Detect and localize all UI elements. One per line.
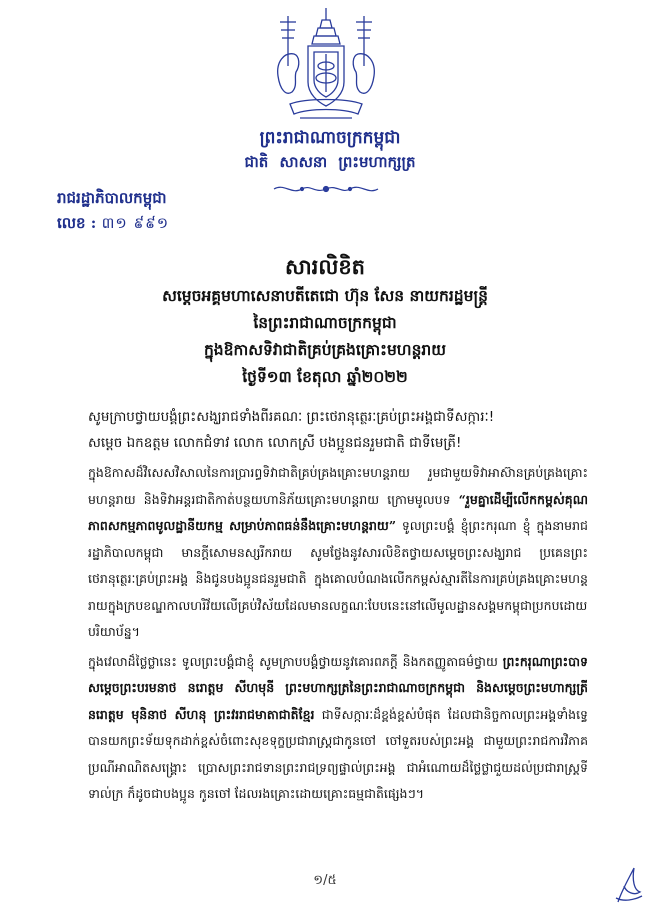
message-title-block xyxy=(60,252,590,390)
national-motto xyxy=(225,153,435,175)
paragraph-2-body: ជាទីសក្ការៈដ៏ខ្ពង់ខ្ពស់បំផុត ដែលជានិច្ចកាលព្រះអង្គទាំងទ្វេបានយកព្រះទ័យទុកដាក់ខ្ពស់ចំពោះសុខទុក្ខប្រជារាស្ត្រជាកូនចៅ ចៅទួតរបស់ព្រះអង្គ ជាមួយព្រះរាជការវិភាគប្រណីអាណិតសង្គ្រោះ ប្រោសព្រះរាជទានព្រះរាជទ្រព្យផ្ទាល់ព្រះអង្គ ជាអំណោយដ៏ថ្លៃថ្លាជួយដល់ប្រជារាស្ត្រទីទាល់ក្រ ក៏ដូចជាបងប្អូន កូនចៅ ដែលរងគ្រោះដោយគ្រោះធម្មជាតិផ្សេងៗ។ xyxy=(88,706,588,801)
motto-religion: សាសនា xyxy=(279,153,328,171)
title-line-occasion: ក្នុងឱកាសទិវាជាតិគ្រប់គ្រងគ្រោះមហន្តរាយ xyxy=(203,340,447,359)
salutation-line-public: សម្ដេច ឯកឧត្តម លោកជំទាវ លោក លោកស្រី បងប្អូនជនរួមជាតិ ជាទីមេត្រី! xyxy=(88,435,462,451)
government-office-label: រាជរដ្ឋាភិបាលកម្ពុជា xyxy=(57,189,167,207)
title-line-sender: សម្ដេចអគ្គមហាសេនាបតីតេជោ ហ៊ុន សែន នាយករដ្ឋមន្ត្រី xyxy=(162,286,488,305)
motto-nation: ជាតិ xyxy=(244,153,269,171)
motto-king: ព្រះមហាក្សត្រ xyxy=(338,153,416,171)
title-line-date: ថ្ងៃទី១៣ ខែតុលា ឆ្នាំ២០២២ xyxy=(242,367,408,386)
paragraph-1-intro: ក្នុងឱកាសដ៏វិសេសវិសាលនៃការប្រារព្ធទិវាជាតិគ្រប់គ្រងគ្រោះមហន្តរាយ រួមជាមួយទិវាអាស៊ានគ្រប់គ្រងគ្រោះមហន្តរាយ និងទិវាអន្តរជាតិកាត់បន្ថយហានិភ័យគ្រោះមហន្តរាយ ក្រោមមូលបទ xyxy=(88,465,588,507)
salutation-line-clergy: សូមក្រាបថ្វាយបង្គំព្រះសង្ឃរាជទាំងពីរគណៈ ព្រះថេរានុត្ថេរៈគ្រប់ព្រះអង្គជាទីសក្ការៈ! xyxy=(88,409,495,425)
page-number: ១/៥ xyxy=(313,873,337,888)
reference-label: លេខ : xyxy=(57,214,97,232)
initial-signature-icon xyxy=(612,862,646,908)
paragraph-1 xyxy=(88,460,588,646)
paragraph-2-intro: ក្នុងវេលាដ៏ថ្លៃថ្លានេះ ទូលព្រះបង្គំជាខ្ញុំ សូមក្រាបបង្គំថ្វាយនូវគោរពភក្តី និងកតញ្ញូតាធម៌ថ្វាយ xyxy=(88,653,498,669)
ornament-divider-icon xyxy=(270,181,382,197)
paragraph-1-theme: “រួមគ្នាដើម្បីលើកកម្ពស់គុណភាពសកម្មភាពមូលដ្ឋានីយកម្ម សម្រាប់ភាពធន់នឹងគ្រោះមហន្តរាយ” xyxy=(88,491,588,533)
letter-body xyxy=(88,460,588,811)
royal-emblem-icon xyxy=(270,6,382,124)
reference-number xyxy=(57,214,169,236)
kingdom-heading: ព្រះរាជាណាចក្រកម្ពុជា xyxy=(259,128,401,148)
message-title: សារលិខិត xyxy=(285,254,365,279)
paragraph-1-body: ទូលព្រះបង្គំ ខ្ញុំព្រះករុណា ខ្ញុំ ក្នុងនាមរាជរដ្ឋាភិបាលកម្ពុជា មានក្ដីសោមនស្សរីករាយ សូមថ្លែងនូវសារលិខិតថ្វាយសម្ដេចព្រះសង្ឃរាជ ប្រគេនព្រះថេរានុត្ថេរៈគ្រប់ព្រះអង្គ និងជូនបងប្អូនជនរួមជាតិ ក្នុងគោលបំណងលើកកម្ពស់ស្មារតីនៃការគ្រប់គ្រងគ្រោះមហន្តរាយក្នុងក្របខណ្ឌកាលហរិវ័យលើគ្រប់វិស័យដែលមានលក្ខណៈបែបនេះនៅលើមូលដ្ឋានសង្គមកម្ពុជាប្រកបដោយបរិយាប័ន្ន។ xyxy=(88,518,588,639)
paragraph-2 xyxy=(88,649,588,808)
paragraph-2-royal-names: ព្រះករុណាព្រះបាទសម្ដេចព្រះបរមនាថ នរោត្តម សីហមុនី ព្រះមហាក្សត្រនៃព្រះរាជាណាចក្រកម្ពុជា និងសម្ដេចព្រះមហាក្សត្រី នរោត្តម មុនិនាថ សីហនុ ព្រះវររាជមាតាជាតិខ្មែរ xyxy=(88,653,588,722)
salutation xyxy=(88,404,608,456)
title-line-kingdom: នៃព្រះរាជាណាចក្រកម្ពុជា xyxy=(253,313,397,332)
reference-value: ៣១ ៩៩១ xyxy=(101,214,170,232)
